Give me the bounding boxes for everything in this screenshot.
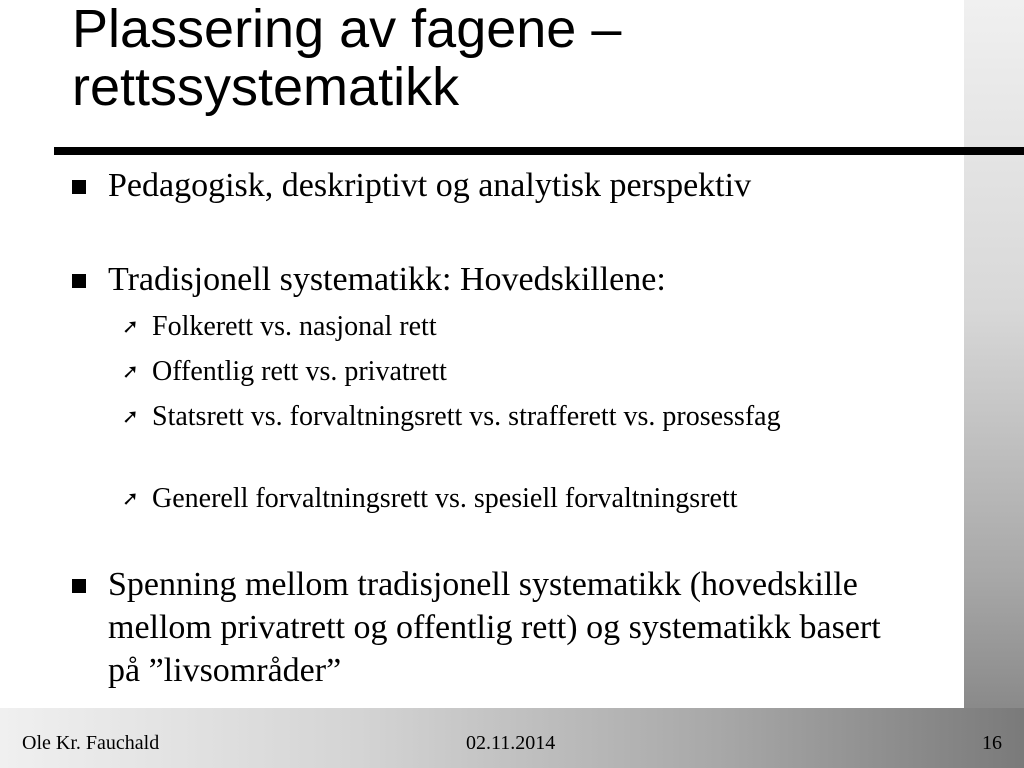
bullet-text: Spenning mellom tradisjonell systematikk (hovedskille mellom privatrett og offentlig rett) og systematikk basert på ”livsområder” [108,566,881,689]
footer-page-number: 16 [982,732,1002,754]
square-bullet-icon [72,579,86,593]
title-divider [54,147,1024,155]
bullet-text: Pedagogisk, deskriptivt og analytisk perspektiv [108,167,752,204]
square-bullet-icon [72,274,86,288]
footer-author: Ole Kr. Fauchald [22,732,160,754]
sub-bullet-text: Generell forvaltningsrett vs. spesiell forvaltningsrett [152,483,738,514]
sub-bullet-text: Folkerett vs. nasjonal rett [152,311,437,342]
arrow-up-right-icon: ➚ [122,314,139,338]
arrow-up-right-icon: ➚ [122,359,139,383]
arrow-up-right-icon: ➚ [122,404,139,428]
slide-title: Plassering av fagene – rettssystematikk [72,0,622,117]
sub-bullet-text: Offentlig rett vs. privatrett [152,356,447,387]
bullet-text: Tradisjonell systematikk: Hovedskillene: [108,261,666,298]
right-shadow-band [964,0,1024,768]
sub-bullet-text: Statsrett vs. forvaltningsrett vs. strafferett vs. prosessfag [152,401,781,432]
square-bullet-icon [72,180,86,194]
arrow-up-right-icon: ➚ [122,486,139,510]
footer-date: 02.11.2014 [466,732,556,754]
